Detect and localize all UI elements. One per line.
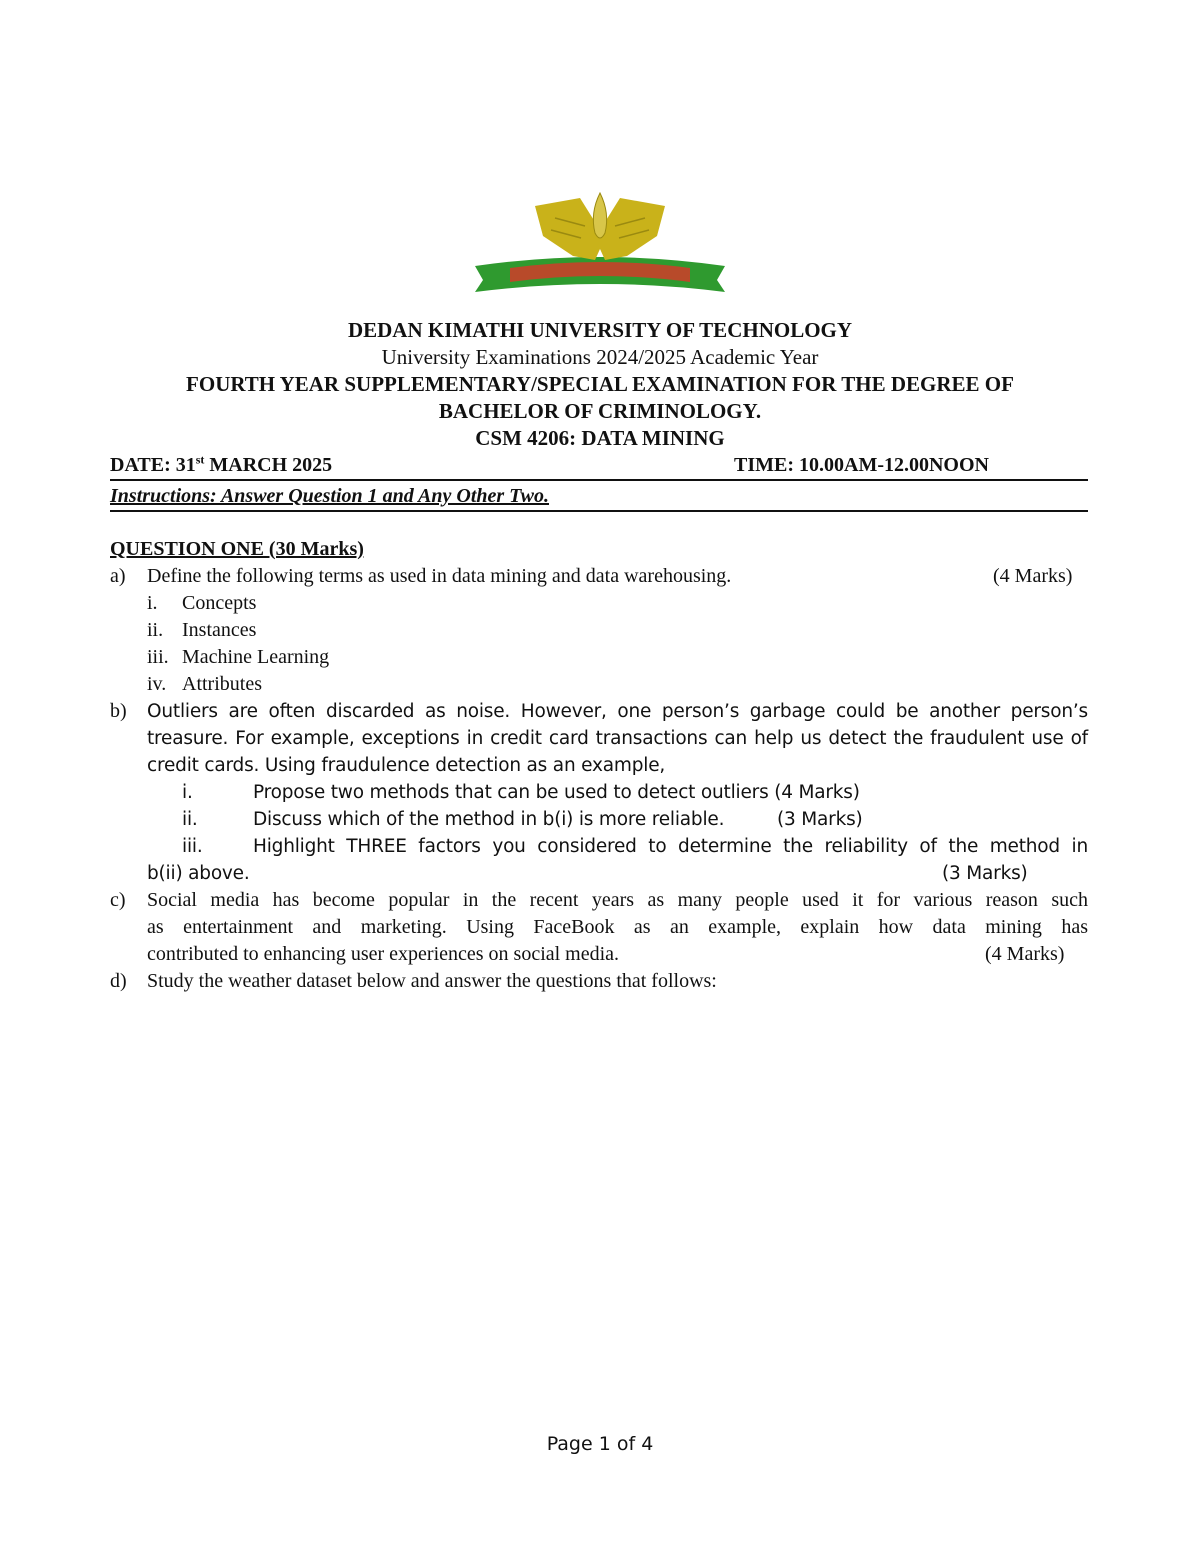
divider-bottom <box>110 510 1088 512</box>
instructions: Instructions: Answer Question 1 and Any Other Two. <box>110 485 549 507</box>
date-time-row <box>110 451 1088 479</box>
part-c-line2: as entertainment and marketing. Using FaceBook as an example, explain how data mining has <box>147 916 1088 938</box>
part-d-text: Study the weather dataset below and answer the questions that follows: <box>147 970 717 992</box>
divider-top <box>110 479 1088 481</box>
question-one-title: QUESTION ONE (30 Marks) <box>110 538 364 560</box>
part-b-label: b) <box>110 700 127 722</box>
part-d-label: d) <box>110 970 127 992</box>
part-b-line3: credit cards. Using fraudulence detection as an example, <box>147 755 666 776</box>
part-c-line3: contributed to enhancing user experiences on social media. <box>147 943 620 965</box>
logo-center-flame <box>593 193 606 238</box>
part-b-line1: Outliers are often discarded as noise. However, one person’s garbage could be another person’s <box>147 701 1088 722</box>
list-item: ii. <box>182 809 198 830</box>
list-item-text: Instances <box>182 619 257 641</box>
list-item-marks: (3 Marks) <box>942 863 1028 884</box>
list-item-text: Discuss which of the method in b(i) is more reliable. <box>253 809 725 830</box>
list-item-text: Highlight THREE factors you considered to determine the reliability of the method in <box>253 836 1088 857</box>
exam-title-line2: BACHELOR OF CRIMINOLOGY. <box>438 399 762 423</box>
exam-time: TIME: 10.00AM-12.00NOON <box>734 454 989 476</box>
university-logo <box>455 188 745 308</box>
part-c-label: c) <box>110 889 126 911</box>
part-a-marks: (4 Marks) <box>993 565 1073 587</box>
list-item-cont: b(ii) above. <box>147 863 250 884</box>
exam-date: DATE: 31st MARCH 2025 <box>110 452 333 476</box>
list-item: i. <box>182 782 193 803</box>
exam-title-line1: FOURTH YEAR SUPPLEMENTARY/SPECIAL EXAMINATION FOR THE DEGREE OF <box>186 372 1014 396</box>
list-item: iv. <box>147 673 167 695</box>
part-a-label: a) <box>110 565 126 587</box>
list-item: iii. <box>182 836 203 857</box>
list-item-text: Attributes <box>182 673 262 695</box>
list-item: iii. <box>147 646 169 668</box>
part-c-line1: Social media has become popular in the recent years as many people used it for various reason such <box>147 889 1088 911</box>
list-item-marks: (3 Marks) <box>777 809 863 830</box>
part-b-line2: treasure. For example, exceptions in credit card transactions can help us detect the fraudulent use of <box>147 728 1088 749</box>
list-item: ii. <box>147 619 164 641</box>
exam-session: University Examinations 2024/2025 Academic Year <box>381 345 819 369</box>
list-item-text: Machine Learning <box>182 646 330 668</box>
course-title: CSM 4206: DATA MINING <box>475 426 725 450</box>
university-name: DEDAN KIMATHI UNIVERSITY OF TECHNOLOGY <box>347 318 853 342</box>
list-item-text: Propose two methods that can be used to detect outliers (4 Marks) <box>253 782 860 803</box>
list-item-text: Concepts <box>182 592 257 614</box>
list-item: i. <box>147 592 158 614</box>
part-a-text: Define the following terms as used in data mining and data warehousing. <box>147 565 732 587</box>
page-number: Page 1 of 4 <box>546 1433 654 1455</box>
part-c-marks: (4 Marks) <box>985 943 1065 965</box>
